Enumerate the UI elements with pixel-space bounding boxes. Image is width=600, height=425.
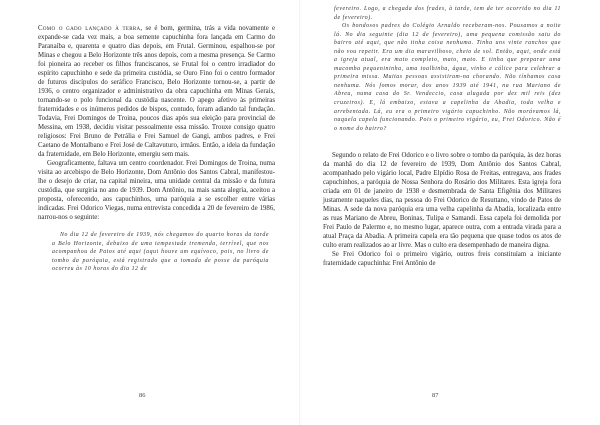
interview-quote-continued: fevereiro. Logo, a chegada dos frades, à tarde, tem de ter ocorrido no dia 11 de fevereiro).	[334, 6, 561, 21]
interview-quote-left: No dia 12 de fevereiro de 1939, nós chegamos do quarto horas da tarde a Belo Horizonte, debaixo de uma tempestade tremenda, terrível, que nos acompanhou de Patos até aqui (aqui houve um equívoco, pois, no livro de tombo da paróquia, está registrado que a tomada de posse da paróquia ocorreu às 10 horas do dia 12 de	[52, 232, 269, 273]
right-paragraph-1: Segundo o relato de Frei Odorico e o livro sobre o tombo da paróquia, às dez horas da manhã do dia 12 de fevereiro de 1939, Dom Antônio dos Santos Cabral, acompanhado pelo vigário local, Padre Elpídio Rosa de Freitas, entregava, aos frades capuchinhos, a paróquia de Nossa Senhora do Rosário dos Militares. Esta igreja fora criada em 01 de janeiro de 1938 e desmembrada de Santa Efigênia dos Militares justamente naqueles dias, na pessoa do Frei Odorico de Resuttano, vindo de Patos de Minas. A sede da nova paróquia era uma velha capelinha da Abadia, localizada entre as ruas Mariano de Abreu, Boninas, Tulipa e Samandi. Essa capela foi demolida por Frei Paulo de Palermo e, no mesmo lugar, aparece outra, com a entrada virada para a atual Praça da Abadia. A primeira capela era tão pequena que quase todos os atos de culto eram realizados ao ar livre. Mas o culto era desempenhado de maneira digna.	[323, 152, 561, 250]
chapter-lead-smallcaps: Como o gado lançado à terra,	[38, 25, 143, 32]
right-text-column	[323, 5, 561, 268]
right-paragraph-2: Se Frei Odorico foi o primeiro vigário, outros freis constituíam a iniciante fraternidade capuchinha: Frei Antônio de	[323, 251, 561, 268]
page-number-right: 87	[432, 392, 439, 399]
right-page	[300, 0, 600, 425]
page-number-left: 86	[139, 392, 146, 399]
interview-quote-paragraph-2: Os bondosos padres do Colégio Arnaldo receberam-nos. Pousamos a noite lá. No dia seguinte (dia 12 de fevereiro), uma pequena comissão saiu do bairro até aqui, que não tinha coisa nenhuma. Tinha uns vinte ranchos que não vou repetir. Era um dia maravilhoso, cheio de sol. Então, aqui, onde está a igreja atual, era mato completo, mato, mato. E tinha que preparar uma macomba pequenininha, uma toalhinha, água, vinho e cálice para celebrar a primeira missa. Muitas pessoas assistiram-na chorando. Não tínhamos casa nenhuma. Nós fomos morar, dos anos 1939 até 1941, na rua Mariano de Abreu, numa casa do Sr. Vendeccio, casa alugada por dez mil reis (dez cruzeiros). E, lá embaixo, estava a capelinha da Abadia, toda velha e arrebentada. Lá, eu era o primeiro vigário capuchinho. Não morávamos lá, naquela capela funcionando. Pois o primeiro vigário, eu, Frei Odorico. Não é o nome do bairro?	[334, 23, 561, 132]
right-body-text	[323, 151, 561, 268]
left-paragraph-1-text: se é bom, germina, trás a vida novamente e expande-se cada vez mais, a boa semente capuchinha fora lançada em Carmo do Paranaíba e, quarenta e quatro dias depois, em Frutal. Germinou, espalhou-se por Minas e chegou a Belo Horizonte três anos depois, com a mesma presença. Se Carmo foi pioneira ao receber os filhos franciscanos, se Frutal foi o centro irradiador do espírito capuchinho e sede da primeira custódia, se Ouro Fino foi o centro formador de futuros discípulos do seráfico Francisco, Belo Horizonte tornou-se, a partir de 1936, o centro organizador e administrativo da obra capuchinha em Minas Gerais, tornando-se o polo funcional da custódia nascente. O apego afetivo às primeiras fraternidades e os inúmeros pedidos de bispos, contudo, foram adiando tal fundação. Todavia, Frei Domingos de Troina, poucos dias após sua eleição para provincial de Messina, em 1938, decidiu visitar pessoalmente essa missão. Trouxe consigo quatro religiosos: Frei Bruno de Petrália e Frei Samuel de Gangi, ambos padres, e Frei Caetano de Montalbano e Frei José de Caltavuturo, irmãos. Então, a ideia da fundação da fraternidade, em Belo Horizonte, emergiu sem mais.	[38, 25, 275, 158]
left-paragraph-1	[38, 24, 275, 159]
left-paragraph-2: Geograficamente, faltava um centro coordenador. Frei Domingos de Troina, numa visita ao arcebispo de Belo Horizonte, Dom Antônio dos Santos Cabral, manifestou-lhe o desejo de criar, na capital mineira, uma unidade central da missão e da futura custódia, que surgiria no ano de 1939. Dom Antônio, na mais santa alegria, aceitou a proposta, oferecendo, aos capuchinhos, uma paróquia a se escolher entre várias indicadas. Frei Odorico Viegas, numa entrevista concedida a 20 de fevereiro de 1986, narrou-nos o seguinte:	[38, 160, 275, 221]
left-text-column	[38, 24, 275, 274]
